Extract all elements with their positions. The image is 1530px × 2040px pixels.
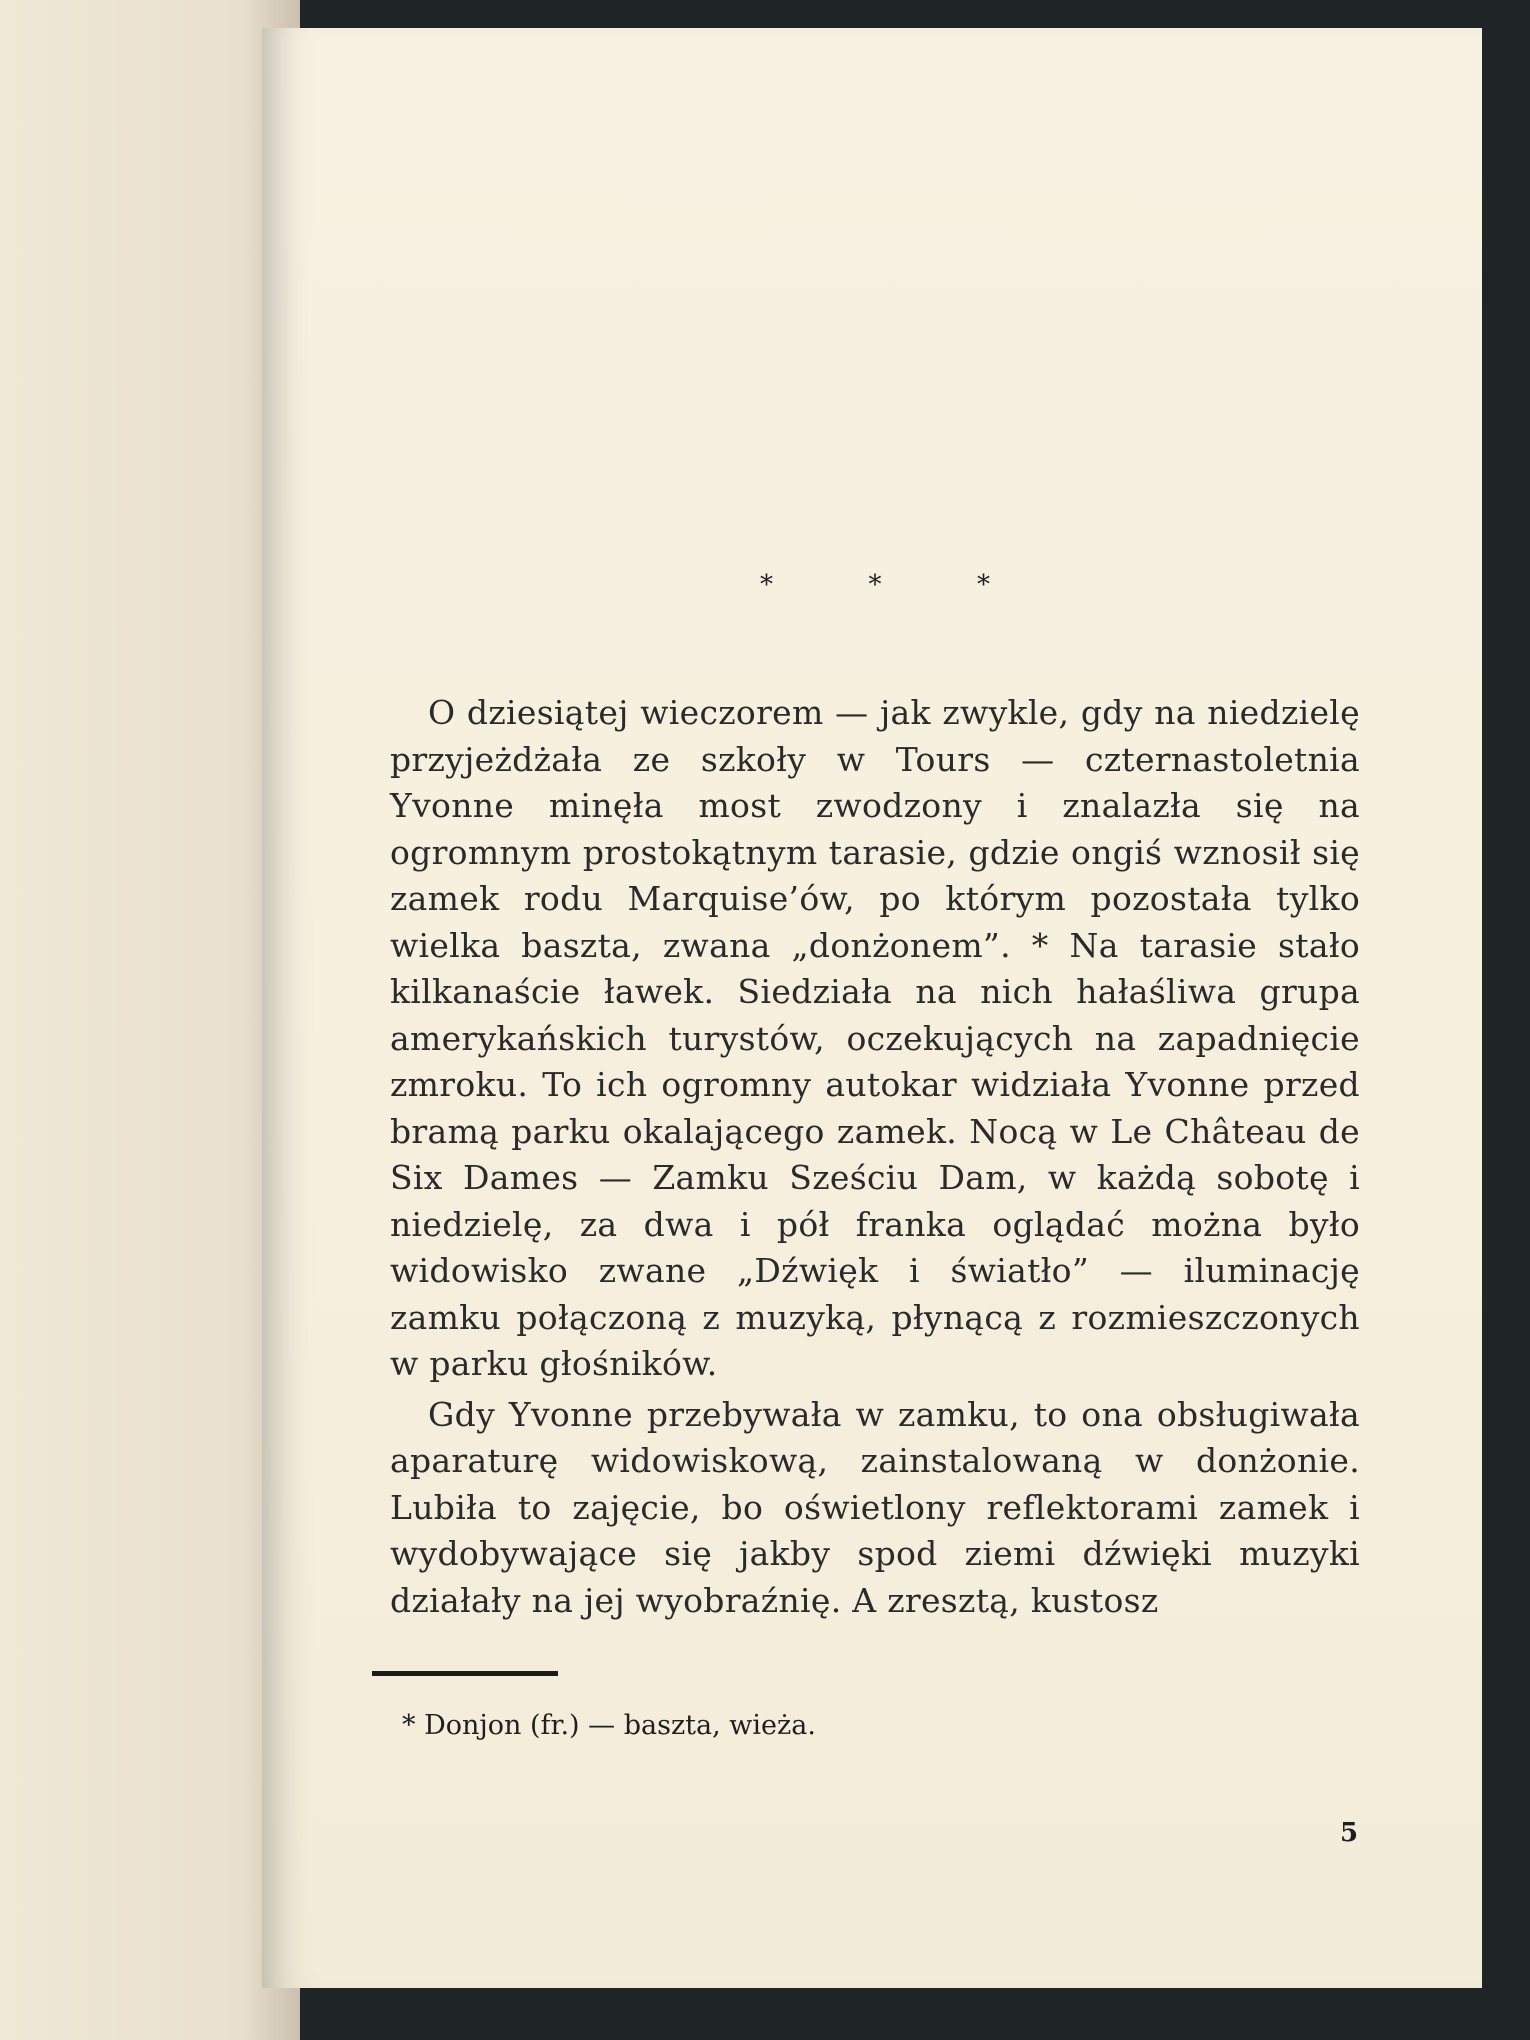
footnote-rule — [372, 1671, 558, 1676]
page-number: 5 — [1340, 1818, 1359, 1848]
paragraph-2: Gdy Yvonne przebywała w zamku, to ona obsługiwała aparaturę widowiskową, zainstalowaną w donżonie. Lubiła to zajęcie, bo oświetlony reflektorami zamek i wydobywające się jakby spod ziemi dźwięki muzyki działały na jej wyobraźnię. A zresztą, kustosz — [390, 1394, 1360, 1620]
ornament-star: * — [977, 570, 990, 600]
ornament-star: * — [760, 570, 773, 600]
paragraph-1: O dziesiątej wieczorem — jak zwykle, gdy na niedzielę przyjeżdżała ze szkoły w Tours — czternastoletnia Yvonne minęła most zwodzony i znalazła się na ogromnym prostokątnym tarasie, gdzie ongiś wznosił się zamek rodu Marquise’ów, po którym pozostała tylko wielka baszta, zwana „donżonem”. * Na tarasie stało kilkanaście ławek. Siedziała na nich hałaśliwa grupa amerykańskich turystów, oczekujących na zapadnięcie zmroku. To ich ogromny autokar widziała Yvonne przed bramą parku okalającego zamek. Nocą w Le Château de Six Dames — Zamku Sześciu Dam, w każdą sobotę i niedzielę, za dwa i pół franka oglądać można było widowisko zwane „Dźwięk i światło” — iluminację zamku połączoną z muzyką, płynącą z rozmieszczonych w parku głośników. — [390, 693, 1360, 1383]
body-text — [390, 690, 1360, 1624]
footnote: * Donjon (fr.) — baszta, wieża. — [402, 1710, 816, 1741]
left-page — [0, 0, 300, 2040]
section-break-ornament — [760, 570, 990, 600]
ornament-star: * — [868, 570, 882, 600]
